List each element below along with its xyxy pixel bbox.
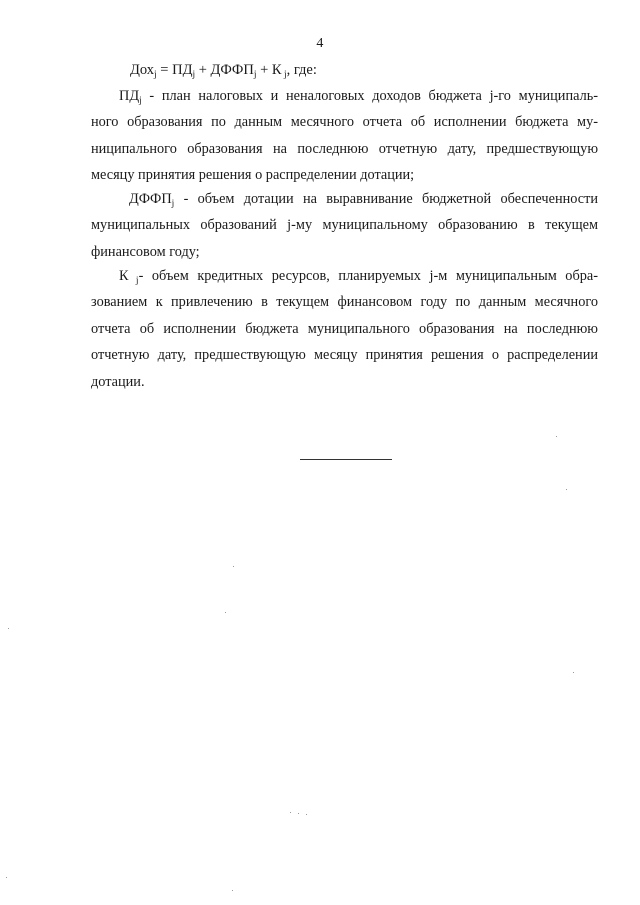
formula-dffp: + ДФФП	[195, 62, 254, 78]
scan-speck	[306, 814, 307, 815]
formula-lhs: Дох	[130, 62, 155, 78]
definition-k-line: зованием к привлечению в текущем финансовом году по данным месячного	[91, 294, 598, 311]
scan-speck	[290, 812, 291, 813]
term-k: К	[119, 268, 129, 284]
term-dffp-sub: j	[171, 199, 175, 209]
scan-speck	[573, 672, 574, 673]
page-number: 4	[316, 36, 324, 51]
formula-pd-sub: j	[192, 70, 196, 80]
text-line: - объем кредитных ресурсов, планируемых j-м муниципальным обра-	[138, 268, 598, 284]
scan-speck	[566, 489, 567, 490]
formula-lhs-sub: j	[154, 70, 157, 80]
formula	[130, 62, 317, 79]
definition-pd-line: ниципального образования на последнюю отчетную дату, предшествующую	[91, 140, 598, 157]
formula-dffp-sub: j	[253, 70, 257, 80]
formula-pd: = ПД	[156, 62, 193, 78]
definition-pd	[91, 83, 598, 189]
formula-k-sub: j	[281, 70, 287, 80]
term-k-sub: j	[128, 276, 139, 286]
text-line: - объем дотации на выравнивание бюджетной обеспеченности	[174, 191, 598, 207]
term-pd: ПД	[119, 88, 140, 104]
definition-dffp-line: финансовом году;	[91, 243, 200, 260]
definition-k-line	[91, 263, 598, 289]
scan-speck	[232, 890, 233, 891]
definition-k-line: отчетную дату, предшествующую месяцу принятия решения о распределении	[91, 347, 598, 364]
text-line: - план налоговых и неналоговых доходов бюджета j-го муниципаль-	[141, 88, 598, 104]
term-pd-sub: j	[139, 96, 142, 106]
definition-k	[91, 263, 598, 395]
definition-pd-line	[91, 83, 598, 109]
formula-k: + К	[256, 62, 282, 78]
scan-speck	[298, 813, 299, 814]
definition-dffp	[91, 186, 598, 265]
definition-k-line: отчета об исполнении бюджета муниципального образования на последнюю	[91, 320, 598, 337]
scan-speck	[556, 436, 557, 437]
definition-k-line: дотации.	[91, 373, 145, 390]
term-dffp: ДФФП	[129, 191, 172, 207]
scan-speck	[233, 566, 234, 567]
scan-speck	[8, 628, 9, 629]
definition-dffp-line: муниципальных образований j-му муниципальному образованию в текущем	[91, 217, 598, 234]
definition-pd-line: ного образования по данным месячного отчета об исполнении бюджета му-	[91, 114, 598, 131]
formula-tail: , где:	[286, 62, 317, 78]
scan-speck	[6, 877, 7, 878]
definition-dffp-line	[91, 186, 598, 212]
definition-pd-line: месяцу принятия решения о распределении дотации;	[91, 167, 415, 184]
scan-speck	[225, 612, 226, 613]
end-separator-line	[300, 459, 392, 460]
